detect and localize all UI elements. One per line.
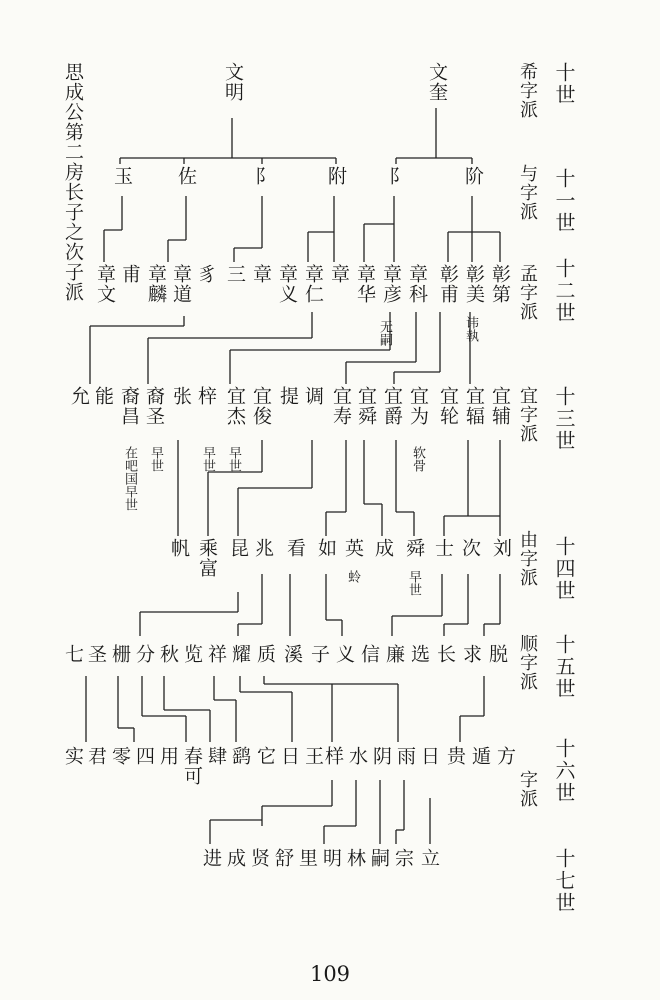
person-17: 成	[224, 848, 246, 868]
person-13: 宜爵	[381, 386, 403, 426]
person-17: 里	[296, 848, 318, 868]
person-12: 章华	[354, 264, 376, 304]
person-14: 舜	[403, 538, 425, 558]
page-number: 109	[309, 962, 351, 986]
person-15: 溪	[281, 644, 303, 664]
person-16: 遁	[469, 746, 491, 766]
person-11: 阝	[386, 166, 408, 186]
person-12: 章	[250, 264, 272, 284]
person-10: 文明	[222, 62, 244, 102]
person-14: 次	[459, 538, 481, 558]
generation-label: 十七世	[552, 848, 576, 914]
annotation-note: 早世	[226, 446, 241, 472]
annotation-note: 讳執	[463, 316, 478, 342]
annotation-note: 蛉	[345, 570, 360, 583]
generation-label: 十世	[552, 62, 576, 106]
person-16: 样	[322, 746, 344, 766]
person-13: 宜舜	[355, 386, 377, 426]
person-16: 它	[254, 746, 276, 766]
person-14: 如	[315, 538, 337, 558]
person-17: 舒	[272, 848, 294, 868]
person-15: 义	[333, 644, 355, 664]
person-15: 求	[460, 644, 482, 664]
generation-label: 十三世	[552, 386, 576, 452]
person-14: 看	[284, 538, 306, 558]
person-15: 祥	[205, 644, 227, 664]
person-15: 选	[408, 644, 430, 664]
annotation-note: 早世	[148, 446, 163, 472]
person-13: 宜为	[407, 386, 429, 426]
person-17: 嗣	[368, 848, 390, 868]
person-17: 贤	[248, 848, 270, 868]
person-17: 宗	[392, 848, 414, 868]
person-12: 豸	[195, 264, 217, 284]
person-12: 章科	[406, 264, 428, 304]
person-12: 彰第	[489, 264, 511, 304]
person-16: 鹞	[229, 746, 251, 766]
person-16: 君	[85, 746, 107, 766]
person-14: 成	[372, 538, 394, 558]
pai-label: 希字派	[517, 62, 538, 119]
person-15: 长	[434, 644, 456, 664]
annotation-note: 早世	[406, 570, 421, 596]
person-13: 宜杰	[224, 386, 246, 426]
person-16: 零	[109, 746, 131, 766]
person-15: 质	[254, 644, 276, 664]
person-16: 春可	[181, 746, 203, 786]
person-11: 玉	[111, 166, 133, 186]
pai-label: 字派	[517, 770, 538, 808]
person-12: 章麟	[145, 264, 167, 304]
person-15: 脱	[486, 644, 508, 664]
person-16: 实	[62, 746, 84, 766]
side-note: 思成公第二房长子之次子派	[62, 62, 84, 302]
person-13: 宜辅	[489, 386, 511, 426]
person-15: 耀	[229, 644, 251, 664]
person-12: 章仁	[302, 264, 324, 304]
person-16: 雨	[394, 746, 416, 766]
person-11: 附	[325, 166, 347, 186]
person-15: 圣	[85, 644, 107, 664]
person-13: 提	[277, 386, 299, 406]
person-17: 明	[320, 848, 342, 868]
person-15: 栅	[109, 644, 131, 664]
person-15: 览	[181, 644, 203, 664]
person-12: 彰甫	[437, 264, 459, 304]
person-14: 帆	[168, 538, 190, 558]
person-12: 彰美	[463, 264, 485, 304]
pai-label: 宜字派	[517, 386, 538, 443]
person-15: 廉	[383, 644, 405, 664]
person-13: 宜寿	[330, 386, 352, 426]
person-14: 昆	[227, 538, 249, 558]
person-16: 贵	[444, 746, 466, 766]
person-16: 阴	[370, 746, 392, 766]
person-15: 七	[62, 644, 84, 664]
generation-label: 十五世	[552, 634, 576, 700]
person-11: 佐	[175, 166, 197, 186]
person-13: 张	[170, 386, 192, 406]
person-15: 子	[308, 644, 330, 664]
person-14: 英	[342, 538, 364, 558]
person-13: 宜辐	[463, 386, 485, 426]
person-11: 阝	[252, 166, 274, 186]
person-13: 允	[68, 386, 90, 406]
person-15: 分	[133, 644, 155, 664]
person-12: 章	[328, 264, 350, 284]
person-15: 信	[358, 644, 380, 664]
person-16: 日	[418, 746, 440, 766]
pai-label: 由字派	[517, 530, 538, 587]
person-14: 刘	[490, 538, 512, 558]
pai-label: 顺字派	[517, 634, 538, 691]
person-12: 甫	[119, 264, 141, 284]
person-13: 宜俊	[250, 386, 272, 426]
person-12: 三	[224, 264, 246, 284]
annotation-note: 软骨	[410, 446, 425, 472]
person-12: 章文	[94, 264, 116, 304]
person-17: 立	[418, 848, 440, 868]
person-16: 四	[133, 746, 155, 766]
annotation-note: 早世	[200, 446, 215, 472]
annotation-note: 无嗣	[377, 320, 392, 346]
generation-label: 十四世	[552, 536, 576, 602]
person-16: 方	[494, 746, 516, 766]
pai-label: 孟字派	[517, 264, 538, 321]
person-13: 梓	[195, 386, 217, 406]
person-13: 裔昌	[118, 386, 140, 426]
person-16: 水	[346, 746, 368, 766]
generation-label: 十一世	[552, 168, 576, 234]
generation-label: 十六世	[552, 738, 576, 804]
generation-label: 十二世	[552, 258, 576, 324]
person-13: 能	[92, 386, 114, 406]
person-12: 章彦	[380, 264, 402, 304]
person-16: 日	[278, 746, 300, 766]
person-12: 章义	[276, 264, 298, 304]
person-16: 肆	[205, 746, 227, 766]
person-17: 进	[200, 848, 222, 868]
person-16: 王	[302, 746, 324, 766]
person-12: 章道	[170, 264, 192, 304]
person-15: 秋	[157, 644, 179, 664]
person-14: 乘富	[196, 538, 218, 578]
person-13: 调	[302, 386, 324, 406]
person-17: 林	[344, 848, 366, 868]
person-13: 裔圣	[143, 386, 165, 426]
person-10: 文奎	[426, 62, 448, 102]
person-14: 士	[432, 538, 454, 558]
annotation-note: 在吧国早世	[122, 446, 137, 511]
person-14: 兆	[252, 538, 274, 558]
person-11: 阶	[462, 166, 484, 186]
person-16: 用	[157, 746, 179, 766]
person-13: 宜轮	[437, 386, 459, 426]
pai-label: 与字派	[517, 164, 538, 221]
